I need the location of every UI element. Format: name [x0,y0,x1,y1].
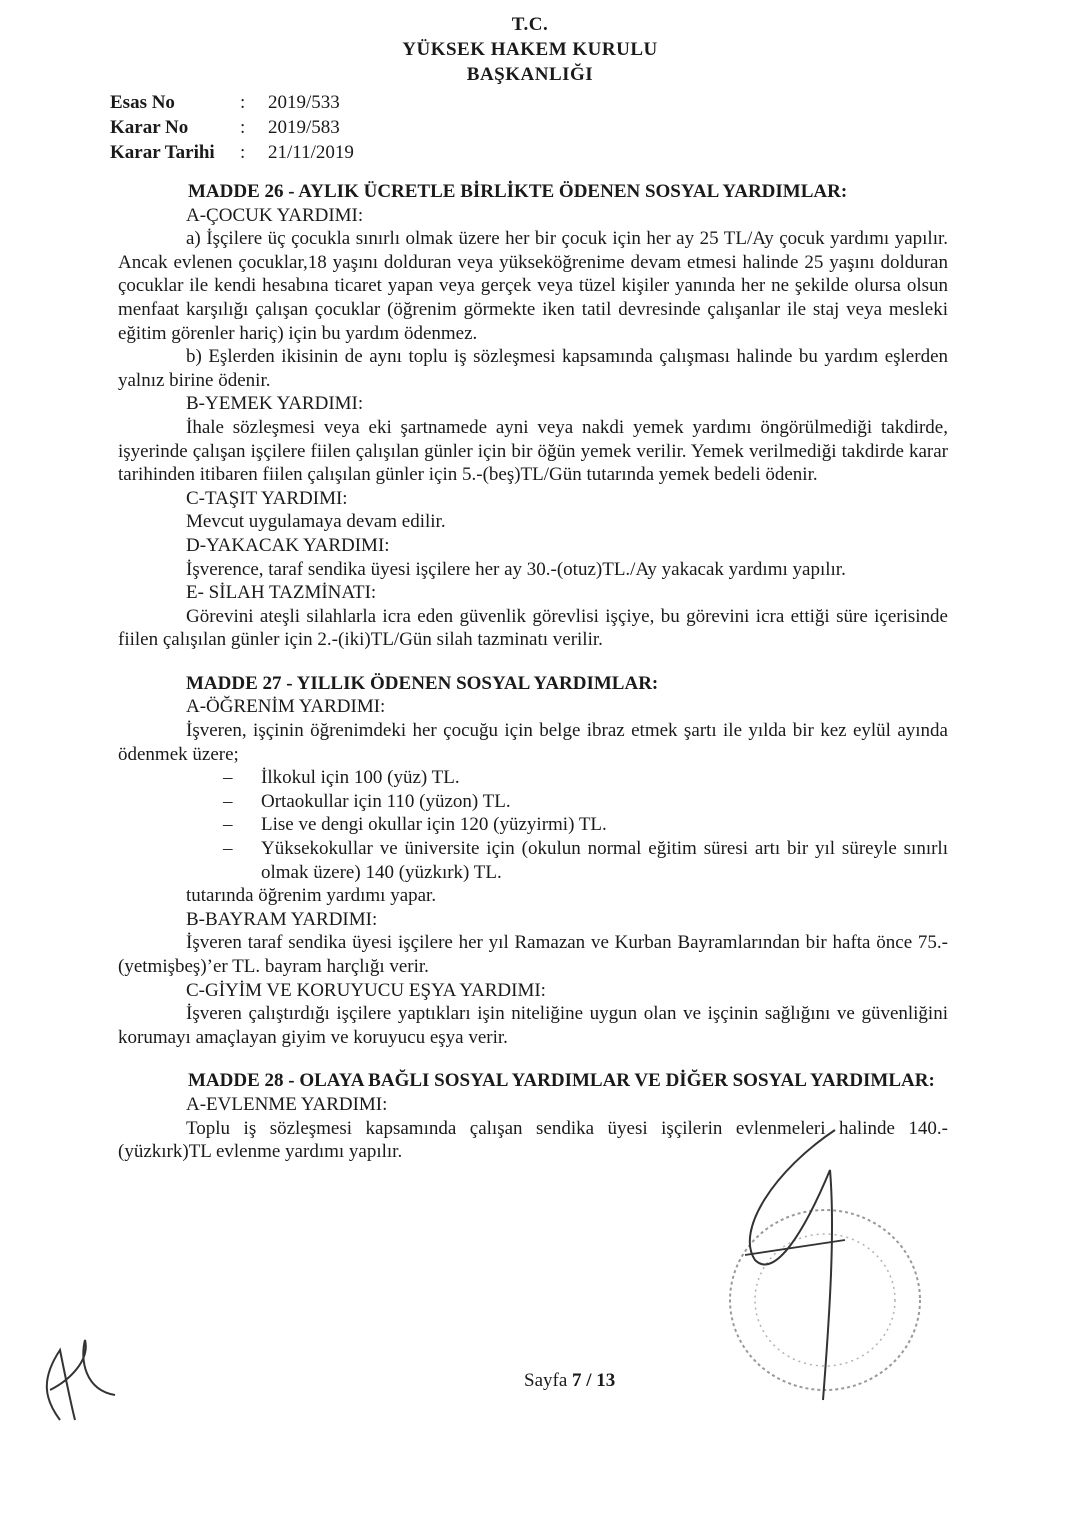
madde28-title: MADDE 28 - OLAYA BAĞLI SOSYAL YARDIMLAR VE DİĞER SOSYAL YARDIMLAR: [188,1070,935,1092]
list-dash: – [223,767,233,789]
list-item [223,837,948,884]
page-number: 7 / 13 [572,1370,616,1391]
madde26-b-paragraph: İhale sözleşmesi veya eki şartnamede ayni veya nakdi yemek yardımı öngörülmediği takdirde, işyerinde çalışan işçilere fiilen çalışılan günler için bir öğün yemek verilir. Yemek verilmediği takdirde karar tarihinden itibaren fiilen çalışılan günler için 5.-(beş)TL/Gün tutarında yemek bedeli ödenir. [118,416,948,486]
madde27-a-end: tutarında öğrenim yardımı yapar. [186,885,437,907]
page-footer [524,1370,615,1392]
list-item [223,813,948,837]
madde27-a-paragraph: İşveren, işçinin öğrenimdeki her çocuğu için belge ibraz etmek şartı ile yılda bir kez eylül ayında ödenmek üzere; [118,720,948,765]
document-body [118,180,948,1164]
madde26-e-title: E- SİLAH TAZMİNATI: [186,582,377,604]
header-line-tc: T.C. [511,14,549,35]
madde27-title: MADDE 27 - YILLIK ÖDENEN SOSYAL YARDIMLAR: [186,672,659,694]
madde27-b-title: B-BAYRAM YARDIMI: [186,908,378,930]
meta-colon: : [240,142,246,163]
madde27-c-paragraph: İşveren çalıştırdığı işçilere yaptıkları işin niteliğine uygun olan ve işçinin sağlığını ve güvenliğini korumayı amaçlayan giyim ve koruyucu eşya verir. [118,1003,948,1048]
document-header [380,12,680,87]
meta-colon: : [240,92,246,113]
list-item [223,790,948,814]
meta-row-karar-tarihi [110,140,354,165]
madde26-c-paragraph: Mevcut uygulamaya devam edilir. [186,511,446,533]
list-item-text: Lise ve dengi okullar için 120 (yüzyirmi) TL. [261,814,607,836]
madde26-title: MADDE 26 - AYLIK ÜCRETLE BİRLİKTE ÖDENEN SOSYAL YARDIMLAR: [188,181,848,202]
list-dash: – [223,814,233,836]
list-dash: – [223,838,233,860]
list-item [223,766,948,790]
list-dash: – [223,790,233,812]
meta-row-karar [110,115,354,140]
page-label: Sayfa [524,1370,573,1391]
madde26-c-title: C-TAŞIT YARDIMI: [186,487,348,509]
madde26-d-paragraph: İşverence, taraf sendika üyesi işçilere her ay 30.-(otuz)TL./Ay yakacak yardımı yapılır. [186,558,846,580]
meta-colon: : [240,117,246,138]
madde26-d-title: D-YAKACAK YARDIMI: [186,534,390,556]
meta-key: Karar Tarihi [110,142,215,163]
meta-value: 21/11/2019 [268,142,354,163]
case-metadata [110,90,354,165]
meta-key: Esas No [110,92,175,113]
madde28-a-title: A-EVLENME YARDIMI: [186,1093,388,1115]
list-item-text: Yüksekokullar ve üniversite için (okulun normal eğitim süresi artı bir yıl süreyle sınırlı olmak üzere) 140 (yüzkırk) TL. [261,838,948,883]
madde26-a-paragraph1: a) İşçilere üç çocukla sınırlı olmak üzere her bir çocuk için her ay 25 TL/Ay çocuk yardımı yapılır. Ancak evlenen çocuklar,18 yaşını dolduran veya yükseköğrenime devam etmesi halinde 25 yaşını dolduran çocuklar ile kendi hesabına ticaret yapan veya gerçek veya tüzel kişiler yanında her ne şekilde olursa olsun menfaat karşılığı çalışan çocuklar (öğrenim görmekte iken tatil devresinde çalışanlar ile staj veya mesleki eğitim görenler hariç) için bu yardım ödenmez. [118,228,948,344]
madde26-b-title: B-YEMEK YARDIMI: [186,393,364,415]
list-item-text: İlkokul için 100 (yüz) TL. [261,767,460,789]
madde27-a-title: A-ÖĞRENİM YARDIMI: [186,696,386,718]
madde26-e-paragraph: Görevini ateşli silahlarla icra eden güvenlik görevlisi işçiye, bu görevini icra ettiği süre içerisinde fiilen çalışılan günler için 2.-(iki)TL/Gün silah tazminatı verilir. [118,605,948,651]
madde26-a-title: A-ÇOCUK YARDIMI: [186,204,364,226]
education-aid-list [118,766,948,884]
official-stamp-icon [715,1110,965,1410]
initials-signature-icon [30,1320,120,1430]
madde28-a-paragraph: Toplu iş sözleşmesi kapsamında çalışan sendika üyesi işçilerin evlenmeleri halinde 140.-(yüzkırk)TL evlenme yardımı yapılır. [118,1117,948,1163]
meta-value: 2019/583 [268,117,340,138]
meta-row-esas [110,90,354,115]
madde26-a-paragraph2: b) Eşlerden ikisinin de aynı toplu iş sözleşmesi kapsamında çalışması halinde bu yardım eşlerden yalnız birine ödenir. [118,346,948,391]
list-item-text: Ortaokullar için 110 (yüzon) TL. [261,790,511,812]
meta-key: Karar No [110,117,189,138]
header-line-institution: YÜKSEK HAKEM KURULU [402,39,658,60]
header-line-presidency: BAŞKANLIĞI [466,64,594,85]
meta-value: 2019/533 [268,92,340,113]
madde27-b-paragraph: İşveren taraf sendika üyesi işçilere her yıl Ramazan ve Kurban Bayramlarından bir hafta önce 75.-(yetmişbeş)’er TL. bayram harçlığı verir. [118,932,948,977]
madde27-c-title: C-GİYİM VE KORUYUCU EŞYA YARDIMI: [186,979,546,1001]
